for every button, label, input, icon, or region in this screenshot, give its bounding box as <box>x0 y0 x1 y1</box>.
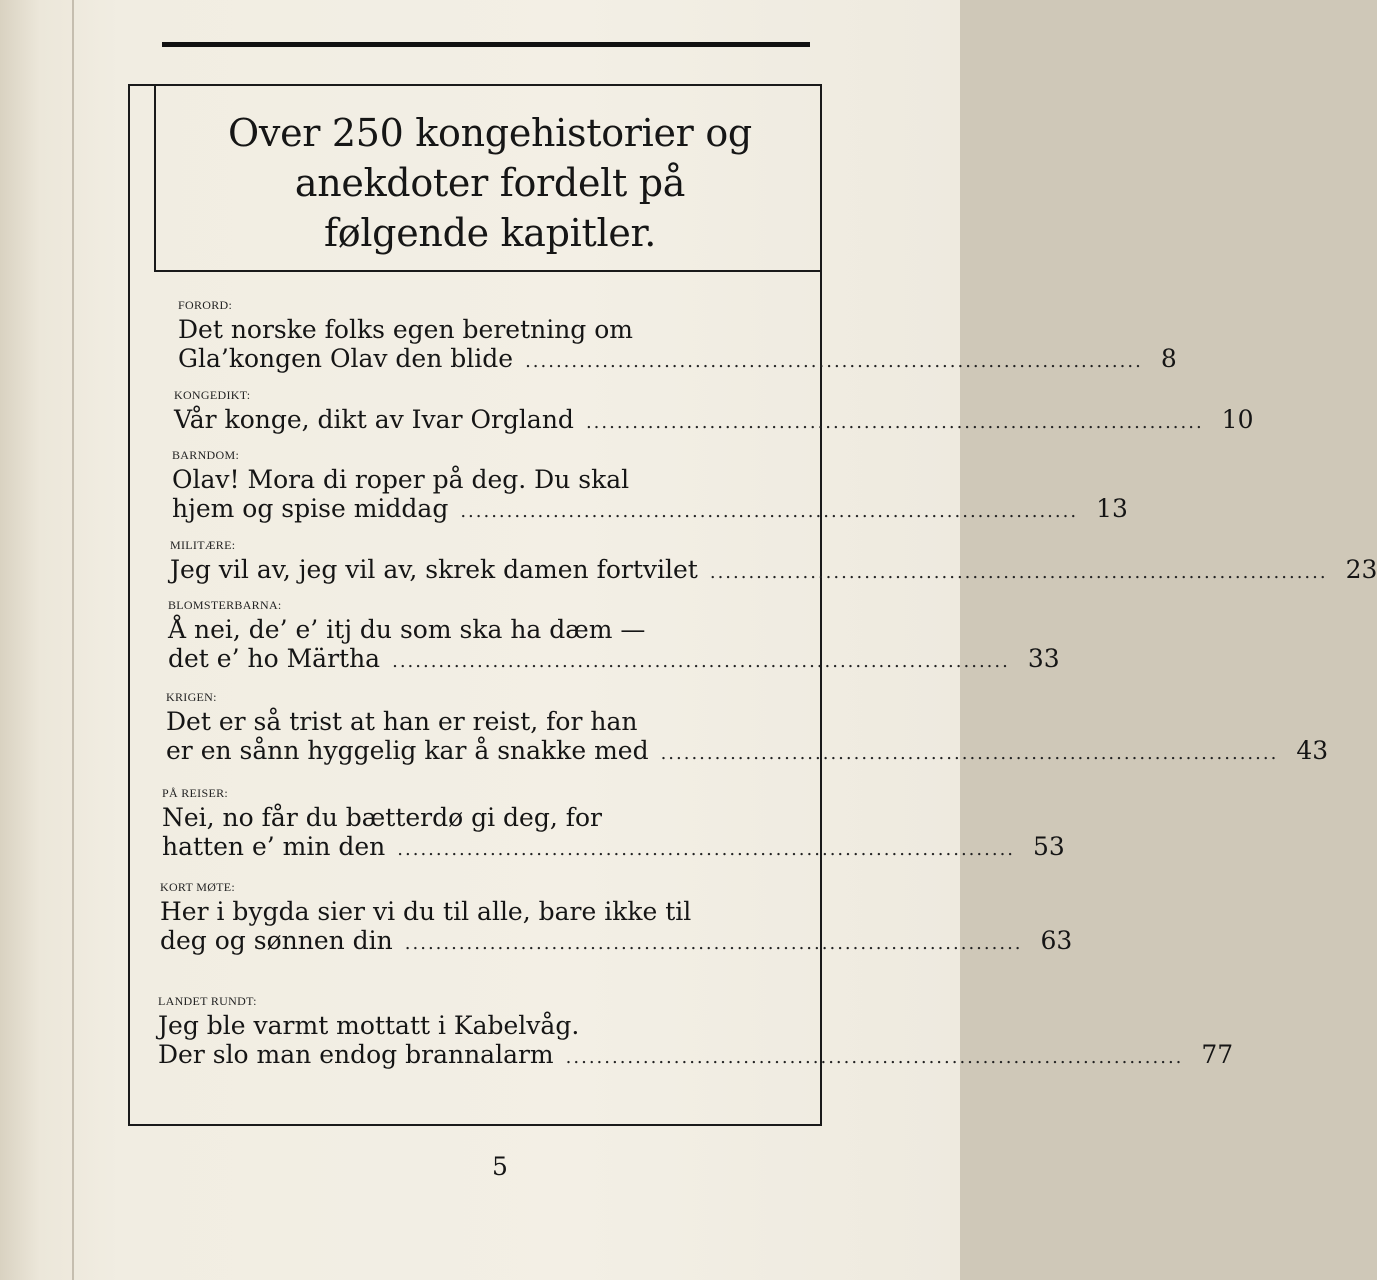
toc-entry <box>160 880 1073 958</box>
chapter-title-text: deg og sønnen din <box>160 926 393 955</box>
chapter-title-line <box>172 494 1128 526</box>
toc-entry <box>168 598 1060 676</box>
title-line: anekdoter fordelt på <box>294 161 686 205</box>
toc-entry <box>158 994 1234 1072</box>
toc-entry <box>172 448 1128 526</box>
chapter-label: KORT MØTE: <box>160 880 236 894</box>
chapter-label: MILITÆRE: <box>170 538 236 552</box>
toc-entry <box>178 298 1177 376</box>
leader-dots: ................................................................................ <box>397 839 1016 860</box>
leader-dots: ................................................................................ <box>392 651 1010 672</box>
chapter-title-line <box>168 644 1060 676</box>
chapter-title-line: Det norske folks egen beretning om <box>178 315 634 344</box>
chapter-page-number: 43 <box>1296 736 1329 765</box>
chapter-page-number: 8 <box>1160 344 1177 373</box>
chapter-label: BLOMSTERBARNA: <box>168 598 282 612</box>
chapter-title-text: Vår konge, dikt av Ivar Orgland <box>174 405 574 434</box>
title-line: følgende kapitler. <box>323 211 657 255</box>
chapter-page-number: 10 <box>1221 405 1254 434</box>
leader-dots: ................................................................................ <box>460 501 1079 522</box>
leader-dots: ................................................................................ <box>404 933 1023 954</box>
chapter-title-text: hjem og spise middag <box>172 494 449 523</box>
chapter-title-text: er en sånn hyggelig kar å snakke med <box>166 736 649 765</box>
page-gutter <box>72 0 74 1280</box>
chapter-title-text: Der slo man endog brannalarm <box>158 1040 554 1069</box>
chapter-title-text: det e’ ho Märtha <box>168 644 381 673</box>
toc-entry <box>174 388 1254 437</box>
chapter-label: KRIGEN: <box>166 690 217 704</box>
toc-entry <box>166 690 1329 768</box>
leader-dots: ................................................................................ <box>565 1047 1184 1068</box>
chapter-title-line: Å nei, de’ e’ itj du som ska ha dæm — <box>168 615 646 644</box>
chapter-page-number: 63 <box>1040 926 1073 955</box>
chapter-page-number: 13 <box>1096 494 1128 523</box>
top-rule <box>162 42 810 47</box>
chapter-title-text: Gla’kongen Olav den blide <box>178 344 514 373</box>
chapter-title-line <box>158 1040 1234 1072</box>
leader-dots: ................................................................................ <box>525 351 1143 372</box>
chapter-label: BARNDOM: <box>172 448 240 462</box>
chapter-label: KONGEDIKT: <box>174 388 251 402</box>
leader-dots: ................................................................................ <box>585 412 1204 433</box>
chapter-page-number: 77 <box>1201 1040 1234 1069</box>
chapter-title-line: Her i bygda sier vi du til alle, bare ikke til <box>160 897 692 926</box>
chapter-title-line: Olav! Mora di roper på deg. Du skal <box>172 465 630 494</box>
page-number: 5 <box>492 1152 508 1181</box>
chapter-title-line: Jeg ble varmt mottatt i Kabelvåg. <box>158 1011 580 1040</box>
chapter-label: LANDET RUNDT: <box>158 994 257 1008</box>
chapter-title-line <box>166 736 1329 768</box>
chapter-title-line <box>170 555 1377 587</box>
chapter-title-line: Nei, no får du bætterdø gi deg, for <box>162 803 603 832</box>
chapter-page-number: 53 <box>1033 832 1065 861</box>
title-line: Over 250 kongehistorier og <box>228 111 752 155</box>
leader-dots: ................................................................................ <box>709 562 1328 583</box>
leader-dots: ................................................................................ <box>660 743 1279 764</box>
chapter-title-line <box>160 926 1073 958</box>
chapter-title-line <box>178 344 1177 376</box>
toc-entry <box>162 786 1065 864</box>
chapter-page-number: 33 <box>1027 644 1060 673</box>
chapter-label: FORORD: <box>178 298 233 312</box>
chapter-page-number: 23 <box>1345 555 1377 584</box>
chapter-title-text: hatten e’ min den <box>162 832 386 861</box>
chapter-title-line <box>174 405 1254 437</box>
toc-entry <box>170 538 1377 587</box>
chapter-title-line <box>162 832 1065 864</box>
page-title <box>160 108 820 258</box>
chapter-title-text: Jeg vil av, jeg vil av, skrek damen fortvilet <box>170 555 698 584</box>
chapter-title-line: Det er så trist at han er reist, for han <box>166 707 638 736</box>
chapter-label: PÅ REISER: <box>162 786 229 800</box>
